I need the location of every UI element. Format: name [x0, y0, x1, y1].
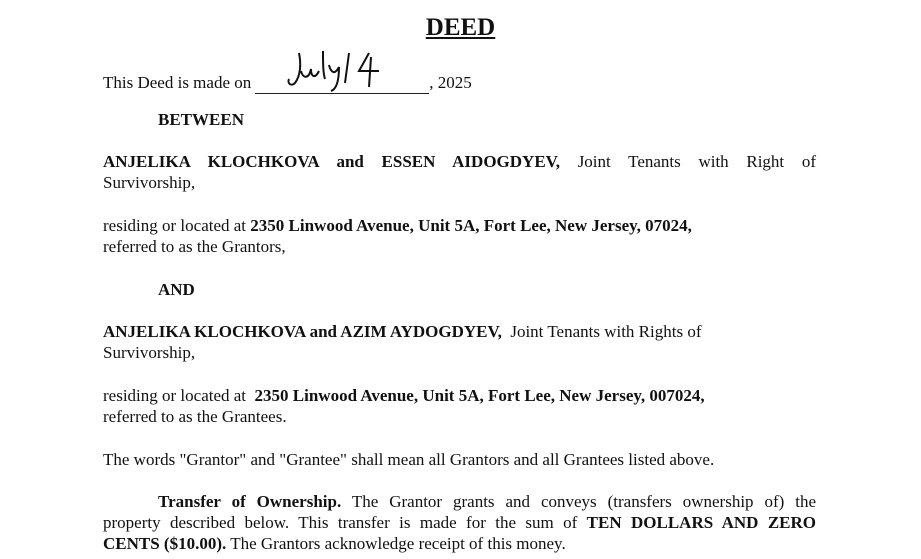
grantees-address-line	[103, 386, 705, 406]
grantors-address-prefix: residing or located at	[103, 216, 247, 235]
grantors-names: ANJELIKA KLOCHKOVA and ESSEN AIDOGDYEV,	[103, 152, 560, 171]
handwritten-date-field	[255, 67, 429, 94]
grantors-referred: referred to as the Grantors,	[103, 237, 286, 256]
transfer-line-3	[103, 534, 566, 554]
transfer-line3-text: The Grantors acknowledge receipt of this money.	[230, 534, 566, 553]
made-on-year: , 2025	[429, 73, 472, 92]
transfer-line1-text: The Grantor grants and conveys (transfers ownership of) the	[351, 492, 816, 511]
made-on-line	[103, 67, 472, 94]
transfer-line-2	[103, 513, 816, 533]
grantees-tenancy: Joint Tenants with Rights of	[510, 322, 702, 341]
grantees-tenancy-cont: Survivorship,	[103, 343, 196, 362]
grantees-address: 2350 Linwood Avenue, Unit 5A, Fort Lee, New Jersey, 007024,	[254, 386, 705, 405]
handwritten-date-signature	[285, 49, 395, 93]
made-on-prefix: This Deed is made on	[103, 73, 252, 92]
and-label: AND	[158, 280, 195, 299]
grantors-line-1	[103, 152, 816, 172]
grantees-line-1	[103, 322, 702, 342]
grantors-address-line	[103, 216, 692, 236]
grantors-tenancy: Joint Tenants with Right of	[577, 152, 816, 171]
grantors-address: 2350 Linwood Avenue, Unit 5A, Fort Lee, New Jersey, 07024,	[250, 216, 692, 235]
grantees-address-prefix: residing or located at	[103, 386, 247, 405]
transfer-line-1	[103, 492, 816, 512]
grantees-referred: referred to as the Grantees.	[103, 407, 287, 426]
grantors-tenancy-cont: Survivorship,	[103, 173, 196, 192]
transfer-heading: Transfer of Ownership.	[158, 492, 342, 511]
between-label: BETWEEN	[158, 110, 244, 129]
deed-title: DEED	[425, 14, 496, 41]
transfer-line2-text: property described below. This transfer is made for the sum of	[103, 513, 578, 532]
grantees-names: ANJELIKA KLOCHKOVA and AZIM AYDOGDYEV,	[103, 322, 502, 341]
transfer-amount-words: TEN DOLLARS AND ZERO	[586, 513, 816, 532]
transfer-amount-cents: CENTS ($10.00).	[103, 534, 227, 553]
definitions-paragraph: The words "Grantor" and "Grantee" shall mean all Grantors and all Grantees listed above.	[103, 450, 715, 469]
